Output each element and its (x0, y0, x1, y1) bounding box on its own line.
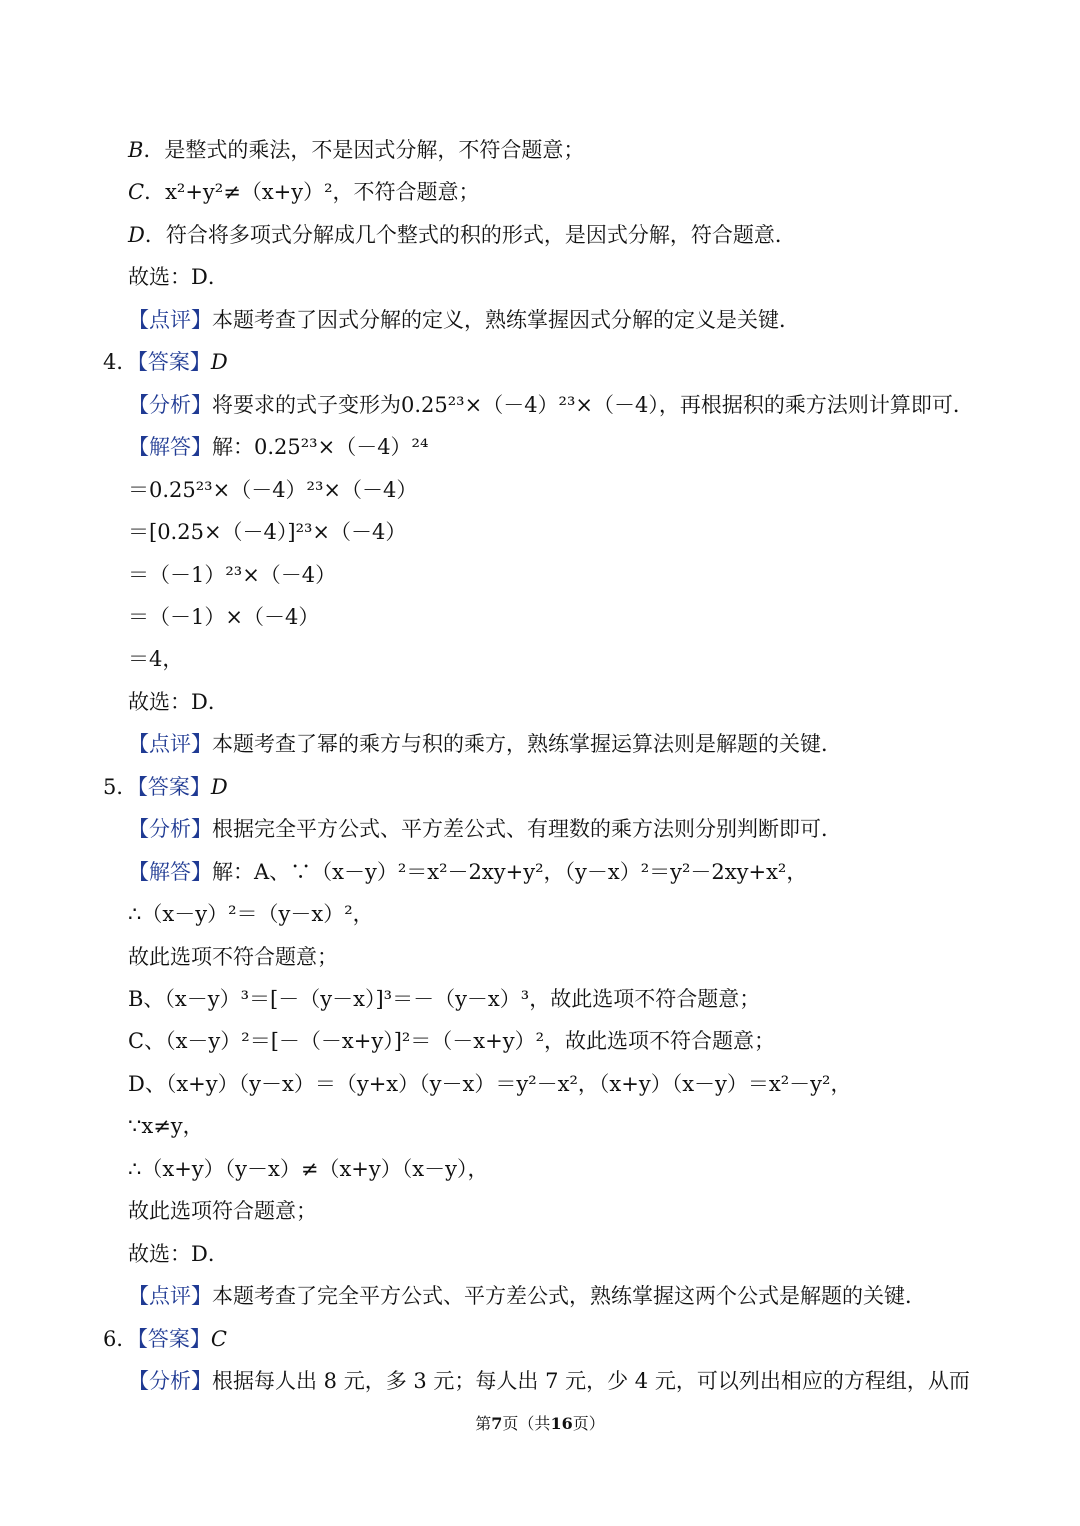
text-line (0, 518, 1080, 546)
text-line (0, 561, 1080, 589)
text-line (0, 1070, 1080, 1098)
line-text: ＝0.25²³×（－4）²³×（－4） (128, 478, 418, 502)
line-text: D、（x+y）（y－x）＝（y+x）（y－x）＝y²－x²，（x+y）（x－y）＝x²－y²， (128, 1072, 852, 1096)
section-tag: 【解答】 (128, 435, 212, 459)
line-text: 解：A、∵（x－y）²＝x²－2xy+y²，（y－x）²＝y²－2xy+x²， (212, 860, 808, 884)
line-text: C (128, 180, 145, 204)
line-text: C (210, 1327, 227, 1351)
line-text: 将要求的式子变形为0.25²³×（－4）²³×（－4），再根据积的乘方法则计算即可． (212, 393, 974, 417)
annotated-line (0, 815, 1080, 843)
line-text: ＝4， (128, 647, 184, 671)
line-text: 解：0.25²³×（－4）²⁴ (212, 435, 429, 459)
line-text: B、（x－y）³＝[－（y－x）]³＝－（y－x）³，故此选项不符合题意； (128, 987, 761, 1011)
line-text: ∴（x－y）²＝（y－x）²， (128, 902, 374, 926)
text-line (0, 1112, 1080, 1140)
footer-prefix: 第 (475, 1414, 492, 1433)
line-text: ＝（－1）×（－4） (128, 605, 320, 629)
line-text: 故选：D． (128, 690, 229, 714)
line-text: 故此选项符合题意； (128, 1199, 317, 1223)
annotated-line (0, 306, 1080, 334)
line-text: C、（x－y）²＝[－（－x+y）]²＝（－x+y）²，故此选项不符合题意； (128, 1029, 776, 1053)
text-line (0, 603, 1080, 631)
text-line (0, 476, 1080, 504)
section-tag: 【点评】 (128, 308, 212, 332)
line-text: 本题考查了完全平方公式、平方差公式，熟练掌握这两个公式是解题的关键． (212, 1284, 926, 1308)
question-number: 6． (103, 1327, 138, 1351)
footer-page-number: 7 (491, 1414, 503, 1433)
line-text: ＝[0.25×（－4）]²³×（－4） (128, 520, 407, 544)
text-line (0, 1240, 1080, 1268)
text-line (0, 645, 1080, 673)
line-text: ＝（－1）²³×（－4） (128, 563, 337, 587)
text-line (0, 1197, 1080, 1225)
line-text: 根据每人出 8 元，多 3 元；每人出 7 元，少 4 元，可以列出相应的方程组，从而 (212, 1369, 970, 1393)
annotated-line (0, 391, 1080, 419)
section-tag: 【答案】 (137, 1327, 211, 1351)
line-text-rest: ．x²+y²≠（x+y）²，不符合题意； (144, 180, 480, 204)
text-line (0, 263, 1080, 291)
line-text-rest: ．符合将多项式分解成几个整式的积的形式，是因式分解，符合题意． (144, 223, 796, 247)
annotated-line (0, 730, 1080, 758)
section-tag: 【解答】 (128, 860, 212, 884)
line-text: B (128, 138, 144, 162)
annotated-line (0, 1282, 1080, 1310)
section-tag: 【点评】 (128, 1284, 212, 1308)
text-line (0, 943, 1080, 971)
text-line (0, 900, 1080, 928)
section-tag: 【分析】 (128, 393, 212, 417)
text-line (0, 985, 1080, 1013)
line-text: D (128, 223, 145, 247)
section-tag: 【答案】 (137, 350, 211, 374)
section-tag: 【答案】 (137, 775, 211, 799)
line-text: 本题考查了幂的乘方与积的乘方，熟练掌握运算法则是解题的关键． (212, 732, 842, 756)
text-line (0, 136, 1080, 164)
page-footer (0, 1412, 1080, 1436)
text-line (0, 1155, 1080, 1183)
annotated-line (0, 1367, 1080, 1395)
line-text: 本题考查了因式分解的定义，熟练掌握因式分解的定义是关键． (212, 308, 800, 332)
annotated-line (0, 348, 1080, 376)
annotated-line (0, 433, 1080, 461)
line-text: 故此选项不符合题意； (128, 945, 338, 969)
question-number: 5． (103, 775, 138, 799)
line-text: D (210, 350, 228, 374)
text-line (0, 688, 1080, 716)
annotated-line (0, 773, 1080, 801)
footer-middle: 页（共 (502, 1414, 551, 1433)
line-text: ∴（x+y）（y－x）≠（x+y）（x－y）， (128, 1157, 489, 1181)
line-text: ∵x≠y， (128, 1114, 204, 1138)
text-line (0, 1027, 1080, 1055)
annotated-line (0, 858, 1080, 886)
line-text: 故选：D． (128, 265, 229, 289)
line-text: D (210, 775, 228, 799)
footer-total-pages: 16 (550, 1414, 573, 1433)
annotated-line (0, 1325, 1080, 1353)
text-line (0, 221, 1080, 249)
section-tag: 【分析】 (128, 1369, 212, 1393)
section-tag: 【点评】 (128, 732, 212, 756)
question-number: 4． (103, 350, 138, 374)
line-text-rest: ．是整式的乘法，不是因式分解，不符合题意； (143, 138, 585, 162)
text-line (0, 178, 1080, 206)
line-text: 故选：D． (128, 1242, 229, 1266)
footer-suffix: 页） (572, 1414, 605, 1433)
line-text: 根据完全平方公式、平方差公式、有理数的乘方法则分别判断即可． (212, 817, 842, 841)
section-tag: 【分析】 (128, 817, 212, 841)
